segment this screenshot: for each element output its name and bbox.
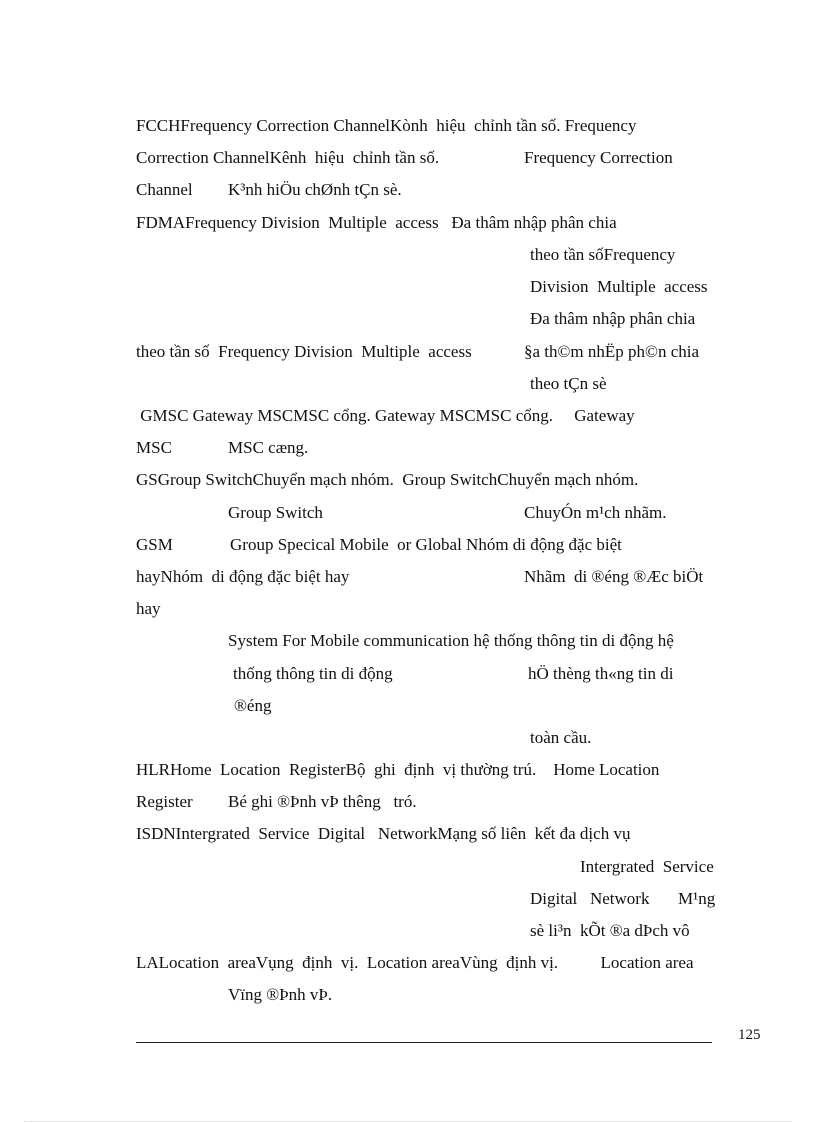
entry-isdn-line-3-right: M¹ng [678, 889, 716, 908]
entry-hlr-line-2: Register [136, 792, 193, 811]
entry-fcch-line-1: FCCHFrequency Correction ChannelKònh hiệu chỉnh tần số. Frequency [136, 116, 637, 135]
entry-fcch-line-3-right: K³nh hiÖu chØnh tÇn sè. [228, 180, 402, 199]
entry-gmsc-line-2: MSC [136, 438, 172, 457]
entry-fcch-line-2-right: Frequency Correction [524, 148, 673, 167]
entry-fdma-line-5: theo tần số Frequency Division Multiple access [136, 342, 472, 361]
entry-fdma-line-4: Đa thâm nhập phân chia [530, 309, 696, 328]
entry-gsm-line-2: hayNhóm di động đặc biệt hay [136, 567, 350, 586]
page-number: 125 [738, 1027, 761, 1043]
entry-isdn-line-1: ISDNIntergrated Service Digital NetworkMạng số liên kết đa dịch vụ [136, 824, 631, 843]
entry-isdn-line-2: Intergrated Service [580, 857, 714, 876]
entry-gmsc-line-1: GMSC Gateway MSCMSC cổng. Gateway MSCMSC cổng. Gateway [136, 406, 635, 425]
entry-hlr-line-1: HLRHome Location RegisterBộ ghi định vị thường trú. Home Location [136, 760, 660, 779]
entry-gsm-line-6: ®éng [234, 696, 272, 715]
entry-gsm-line-3: hay [136, 599, 161, 618]
entry-gsm-line-7: toàn cầu. [530, 728, 592, 747]
entry-la-line-2: Vïng ®Þnh vÞ. [228, 985, 333, 1004]
entry-fdma-line-6: theo tÇn sè [530, 374, 607, 393]
entry-hlr-line-2-right: Bé ghi ®Þnh vÞ thêng tró. [228, 792, 417, 811]
entry-gsm-line-1-right: Group Specical Mobile or Global Nhóm di động đặc biệt [230, 535, 622, 554]
entry-fcch-line-2: Correction ChannelKênh hiệu chỉnh tần số. [136, 148, 440, 167]
entry-fdma-line-5-right: §a th©m nhËp ph©n chia [524, 342, 700, 361]
entry-isdn-line-4: sè li³n kÕt ®a dÞch vô [530, 921, 690, 940]
entry-gsm-line-5: thống thông tin di động [233, 664, 393, 683]
entry-la-line-1: LALocation areaVụng định vị. Location areaVùng định vị. Location area [136, 953, 694, 972]
entry-isdn-line-3: Digital Network [530, 889, 650, 908]
footer-rule [136, 1042, 712, 1043]
entry-fdma-line-1: FDMAFrequency Division Multiple access Đa thâm nhập phân chia [136, 213, 617, 232]
entry-gsm-line-2-right: Nhãm di ®éng ®Æc biÖt [524, 567, 704, 586]
entry-gs-line-1: GSGroup SwitchChuyển mạch nhóm. Group SwitchChuyển mạch nhóm. [136, 470, 639, 489]
entry-fdma-line-2: theo tần sốFrequency [530, 245, 676, 264]
entry-gsm-line-4: System For Mobile communication hệ thống thông tin di động hệ [228, 631, 674, 650]
entry-gsm-line-1: GSM [136, 535, 173, 554]
entry-fdma-line-3: Division Multiple access [530, 277, 708, 296]
entry-fcch-line-3: Channel [136, 180, 193, 199]
entry-gsm-line-5-right: hÖ thèng th«ng tin di [528, 664, 674, 683]
entry-gmsc-line-2-right: MSC cæng. [228, 438, 309, 457]
entry-gs-line-2: Group Switch [228, 503, 323, 522]
entry-gs-line-2-right: ChuyÓn m¹ch nhãm. [524, 503, 667, 522]
page-edge-divider [24, 1121, 792, 1122]
